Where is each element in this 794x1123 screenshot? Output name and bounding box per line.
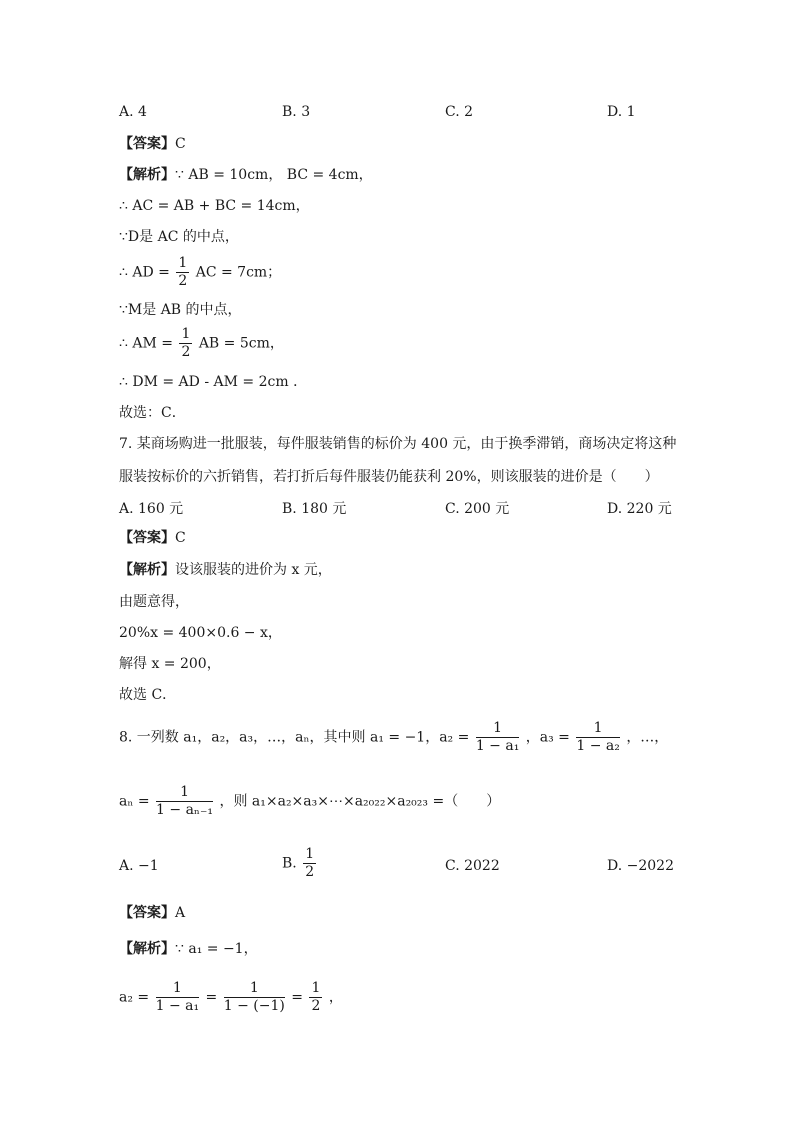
numerator: 1 [311, 980, 321, 996]
q7-stem-line-2: 服装按标价的六折销售，若打折后每件服装仍能获利 20%，则该服装的进价是（ ） [119, 469, 659, 485]
fraction [309, 980, 322, 1015]
numerator: 1 [476, 720, 520, 738]
denominator: 2 [311, 998, 321, 1014]
stem-text: ，则 a₁×a₂×a₃×⋯×a₂₀₂₂×a₂₀₂₃ =（ ） [219, 793, 501, 810]
q8-option-b [282, 846, 318, 881]
answer-tag: 【答案】 [119, 136, 175, 152]
stem-text: aₙ = [119, 793, 150, 810]
q7-answer [119, 528, 186, 548]
analysis-tag: 【解析】 [119, 562, 175, 578]
fraction [224, 980, 285, 1015]
q7-option-b: B. 180 元 [282, 501, 347, 517]
answer-value: C [175, 136, 186, 152]
q8-analysis-line-1 [119, 939, 258, 959]
q8-option-d: D. −2022 [607, 858, 674, 874]
q6-analysis-line-2: ∴ AC = AB + BC = 14cm， [119, 198, 310, 214]
q6-option-a: A. 4 [119, 104, 147, 120]
q7-option-a: A. 160 元 [119, 501, 184, 517]
numerator: 1 [576, 720, 620, 738]
analysis-text: ∵ AB = 10cm， BC = 4cm， [175, 167, 373, 183]
denominator: 1 − a₂ [576, 738, 620, 754]
eq-left: ∴ AD = [119, 264, 170, 281]
analysis-text: 设该服装的进价为 x 元， [175, 562, 332, 578]
stem-text: ，…， [626, 729, 669, 746]
q7-analysis-line-3: 20%x = 400×0.6 − x， [119, 625, 282, 641]
q6-analysis-line-4 [119, 255, 281, 290]
q8-answer [119, 903, 185, 923]
q6-option-d: D. 1 [607, 104, 636, 120]
denominator: 1 − aₙ₋₁ [156, 802, 213, 818]
eq-right: AB = 5cm， [198, 335, 284, 352]
answer-tag: 【答案】 [119, 905, 175, 921]
q6-option-c: C. 2 [445, 104, 474, 120]
q6-analysis-line-6 [119, 326, 284, 361]
q8-stem-line-2 [119, 784, 500, 819]
fraction [156, 980, 200, 1015]
answer-value: A [175, 905, 186, 921]
q7-analysis-line-2: 由题意得， [119, 594, 189, 610]
q7-option-d: D. 220 元 [607, 501, 672, 517]
numerator: 1 [305, 846, 315, 862]
analysis-text: ∵ a₁ = −1， [175, 941, 258, 957]
q6-conclusion: 故选：C． [119, 405, 186, 421]
equals-sign: = [291, 989, 304, 1006]
q6-option-b: B. 3 [282, 104, 311, 120]
denominator: 1 − a₁ [155, 998, 200, 1014]
q7-conclusion: 故选 C． [119, 687, 177, 703]
q6-analysis-line-1 [119, 165, 373, 185]
q7-stem-line-1: 7. 某商场购进一批服装，每件服装销售的标价为 400 元，由于换季滞销，商场决定将这种 [119, 436, 677, 452]
q8-stem-line-1 [119, 720, 668, 755]
fraction [476, 720, 520, 755]
eq-left: ∴ AM = [119, 335, 173, 352]
eq-left: a₂ = [119, 989, 150, 1006]
analysis-tag: 【解析】 [119, 941, 175, 957]
q7-analysis-line-1 [119, 560, 332, 580]
q6-analysis-line-7: ∴ DM = AD - AM = 2cm ． [119, 374, 308, 390]
q8-analysis-line-2 [119, 980, 343, 1015]
q7-analysis-line-4: 解得 x = 200， [119, 656, 221, 672]
denominator: 1 − (−1) [223, 998, 285, 1014]
denominator: 2 [305, 864, 315, 880]
q7-option-c: C. 200 元 [445, 501, 510, 517]
analysis-tag: 【解析】 [119, 167, 175, 183]
q6-analysis-line-3: ∵D是 AC 的中点， [119, 229, 239, 245]
denominator: 2 [181, 344, 191, 360]
equals-sign: = [205, 989, 218, 1006]
fraction [179, 326, 192, 361]
fraction [156, 784, 213, 819]
numerator: 1 [156, 980, 200, 998]
numerator: 1 [224, 980, 285, 998]
numerator: 1 [181, 326, 191, 342]
q6-answer [119, 134, 186, 154]
denominator: 1 − a₁ [475, 738, 520, 754]
stem-text: 8. 一列数 a₁，a₂，a₃，…，aₙ，其中则 a₁ = −1，a₂ = [119, 729, 470, 746]
numerator: 1 [178, 255, 188, 271]
q8-option-c: C. 2022 [445, 858, 500, 874]
fraction [576, 720, 620, 755]
option-label: B. [282, 855, 297, 872]
eq-punct: ， [328, 989, 343, 1006]
numerator: 1 [156, 784, 213, 802]
fraction [176, 255, 189, 290]
answer-value: C [175, 530, 186, 546]
q6-analysis-line-5: ∵M是 AB 的中点， [119, 302, 242, 318]
stem-text: ，a₃ = [525, 729, 570, 746]
q8-option-a: A. −1 [119, 858, 159, 874]
denominator: 2 [178, 273, 188, 289]
eq-right: AC = 7cm； [195, 264, 282, 281]
fraction [303, 846, 316, 881]
answer-tag: 【答案】 [119, 530, 175, 546]
